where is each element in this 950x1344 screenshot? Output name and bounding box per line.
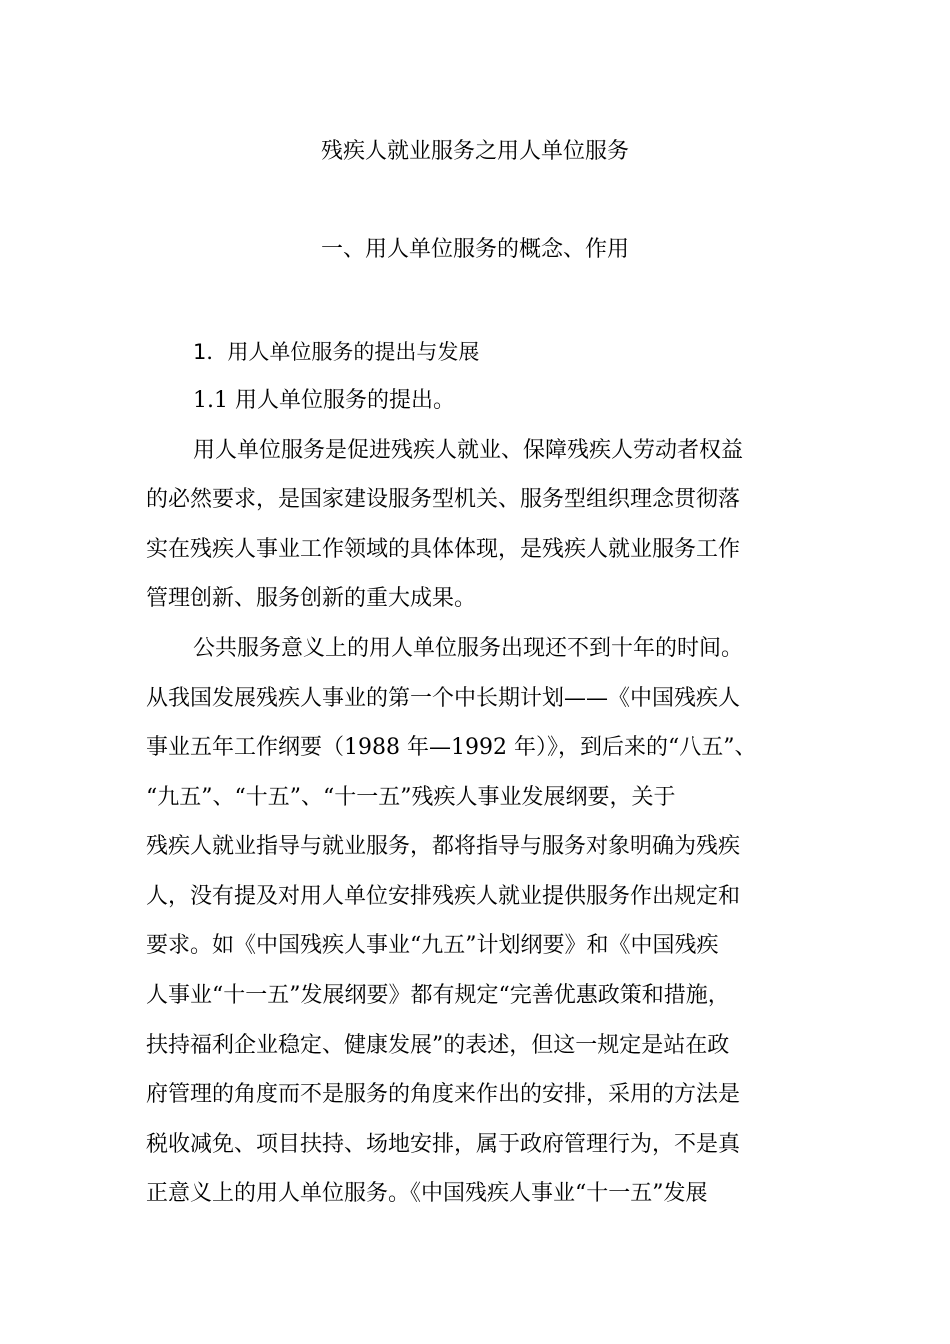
paragraph-line: 残疾人就业指导与就业服务，都将指导与服务对象明确为残疾 — [146, 834, 741, 859]
paragraph-line: “九五”、“十五”、“十一五”残疾人事业发展纲要，关于 — [146, 785, 676, 810]
paragraph-line: 人，没有提及对用人单位安排残疾人就业提供服务作出规定和 — [146, 884, 741, 909]
subsection-heading: 1．用人单位服务的提出与发展 — [193, 340, 480, 364]
paragraph-line: 人事业“十一五”发展纲要》都有规定“完善优惠政策和措施， — [146, 983, 730, 1008]
sub-subsection-heading: 1.1 用人单位服务的提出。 — [193, 388, 455, 413]
paragraph-line: 管理创新、服务创新的重大成果。 — [146, 586, 477, 611]
paragraph-line: 府管理的角度而不是服务的角度来作出的安排，采用的方法是 — [146, 1082, 741, 1107]
paragraph-line: 实在残疾人事业工作领域的具体体现，是残疾人就业服务工作 — [146, 537, 741, 562]
paragraph-line: 用人单位服务是促进残疾人就业、保障残疾人劳动者权益 — [193, 438, 744, 463]
paragraph-line: 正意义上的用人单位服务。《中国残疾人事业“十一五”发展 — [146, 1181, 708, 1206]
paragraph-line: 从我国发展残疾人事业的第一个中长期计划——《中国残疾人 — [146, 686, 741, 711]
paragraph-line: 扶持福利企业稳定、健康发展”的表述，但这一规定是站在政 — [146, 1033, 730, 1058]
paragraph-line: 公共服务意义上的用人单位服务出现还不到十年的时间。 — [193, 636, 744, 661]
document-title: 残疾人就业服务之用人单位服务 — [320, 139, 629, 164]
section-heading: 一、用人单位服务的概念、作用 — [320, 237, 629, 262]
paragraph-line: 税收减免、项目扶持、场地安排，属于政府管理行为，不是真 — [146, 1132, 741, 1157]
paragraph-line: 的必然要求，是国家建设服务型机关、服务型组织理念贯彻落 — [146, 487, 741, 512]
paragraph-line: 要求。如《中国残疾人事业“九五”计划纲要》和《中国残疾 — [146, 933, 719, 958]
paragraph-line: 事业五年工作纲要（1988 年—1992 年）》，到后来的“八五”、 — [146, 735, 757, 760]
